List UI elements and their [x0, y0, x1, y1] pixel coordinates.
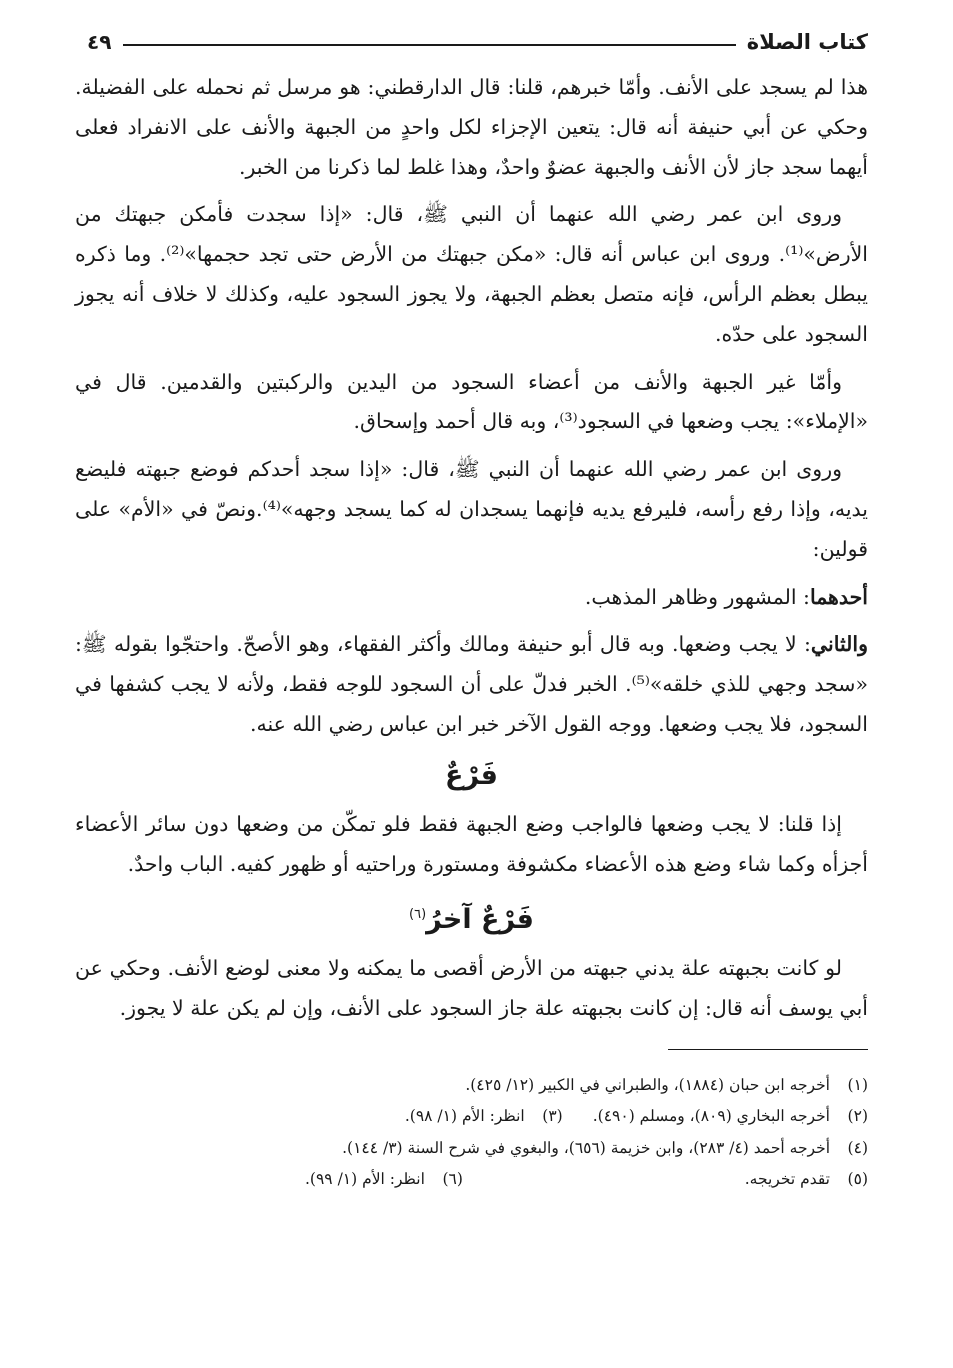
paragraph: وأمّا غير الجبهة والأنف من أعضاء السجود من اليدين والركبتين والقدمين. قال في «الإملاء»: يجب وضعها في السجود⁽³⁾، وبه قال أحمد وإسحاق.	[75, 369, 868, 434]
page-number: ٤٩	[87, 30, 112, 54]
footnote-text: أخرجه ابن حبان (١٨٨٤)، والطبراني في الكبير (١٢/ ٤٢٥).	[465, 1075, 830, 1094]
footnote	[745, 1164, 868, 1196]
paragraph: وروى ابن عمر رضي الله عنهما أن النبي ﷺ، قال: «إذا سجدت فأمكن جبهتك من الأرض»⁽¹⁾. وروى ابن عباس أنه قال: «مكن جبهتك من الأرض حتى تجد حجمها»⁽²⁾. وما ذكره يبطل بعظم الرأس، فإنه متصل بعظم الجبهة، ولا يجوز السجود عليه، وكذلك لا خلاف أنه يجوز السجود على حدّه.	[75, 202, 868, 346]
footnotes	[75, 1070, 868, 1196]
paragraph: هذا لم يسجد على الأنف. وأمّا خبرهم، قلنا: قال الدارقطني: هو مرسل ثم نحمله على الفضيلة. وحكي عن أبي حنيفة أنه قال: يتعين الإجزاء لكل واحدٍ من الجبهة والأنف على الانفراد فعلى أيهما سجد جاز لأن الأنف والجبهة عضوٌ واحدٌ، وهذا غلط لما ذكرنا من الخبر.	[75, 75, 868, 179]
first-opinion	[75, 578, 868, 618]
footnote-row	[75, 1164, 868, 1196]
footnote-text: انظر: الأم (١/ ٩٨).	[404, 1107, 525, 1126]
first-opinion-lead: أحدهما	[809, 584, 868, 609]
paragraph: وروى ابن عمر رضي الله عنهما أن النبي ﷺ، قال: «إذا سجد أحدكم فوضع جبهته فليضع يديه، وإذا رفع رأسه، فليرفع يديه فإنهما يسجدان له كما يسجد وجهه»⁽⁴⁾.ونصّ في «الأم» على قولين:	[75, 457, 868, 561]
footnote-number: (١)	[847, 1075, 868, 1094]
section-heading-2	[75, 892, 868, 943]
footnote-text: أخرجه أحمد (٤/ ٢٨٣)، وابن خزيمة (٦٥٦)، والبغوي في شرح السنة (٣/ ١٤٤).	[342, 1138, 830, 1157]
footnote	[593, 1101, 868, 1133]
section-heading-2-text: فَرْعٌ آخرُ	[426, 904, 534, 936]
footnote-number: (٤)	[847, 1138, 868, 1157]
main-text	[75, 68, 868, 1029]
footnote-separator	[668, 1049, 868, 1050]
footnote-text: انظر: الأم (١/ ٩٩).	[305, 1170, 425, 1189]
footnote-ref: (٦)	[409, 907, 427, 923]
footnote-number: (٥)	[847, 1170, 868, 1189]
footnote-number: (٢)	[847, 1107, 868, 1126]
section-heading: فَرْعٌ	[445, 759, 498, 791]
paragraph: إذا قلنا: لا يجب وضعها فالواجب وضع الجبهة فقط فلو تمكّن من وضعها دون سائر الأعضاء أجزأه وكما شاء وضع هذه الأعضاء مكشوفة ومستورة وراحتيه أو ظهور كفيه. الباب واحدٌ.	[75, 811, 868, 876]
footnote	[342, 1133, 868, 1165]
footnote-row	[75, 1070, 868, 1102]
footnote-row	[75, 1101, 868, 1133]
first-opinion-text: : المشهور وظاهر المذهب.	[584, 584, 810, 609]
second-opinion	[75, 625, 868, 744]
second-opinion-text: : لا يجب وضعها. وبه قال أبو حنيفة ومالك وأكثر الفقهاء، وهو الأصحّ. واحتجّوا بقوله ﷺ: «سجد وجهي للذي خلقه»⁽⁵⁾. الخبر فدلّ على أن السجود للوجه فقط، ولأنه لا يجب كشفها في السجود، فلا يجب وضعها. ووجه القول الآخر خبر ابن عباس رضي الله عنه.	[75, 632, 868, 736]
header-rule	[123, 44, 736, 46]
paragraph: لو كانت بجبهته علة يدني جبهته من الأرض أقصى ما يمكنه ولا معنى لوضع الأنف. وحكي عن أبي يوسف أنه قال: إن كانت بجبهته علة جاز السجود على الأنف، وإن لم يكن علة لا يجوز.	[75, 956, 868, 1021]
footnote-text: أخرجه البخاري (٨٠٩)، ومسلم (٤٩٠).	[592, 1107, 830, 1126]
footnote-number: (٦)	[442, 1170, 463, 1189]
footnote-row	[75, 1133, 868, 1165]
running-header	[75, 22, 868, 68]
footnote	[305, 1164, 463, 1196]
footnote	[405, 1101, 563, 1133]
second-opinion-lead: والثاني	[810, 632, 868, 657]
footnote	[465, 1070, 868, 1102]
footnote-number: (٣)	[542, 1107, 563, 1126]
footnote-text: تقدم تخريجه.	[744, 1170, 830, 1189]
book-title: كتاب الصلاة	[746, 30, 868, 54]
book-page	[75, 22, 868, 1348]
